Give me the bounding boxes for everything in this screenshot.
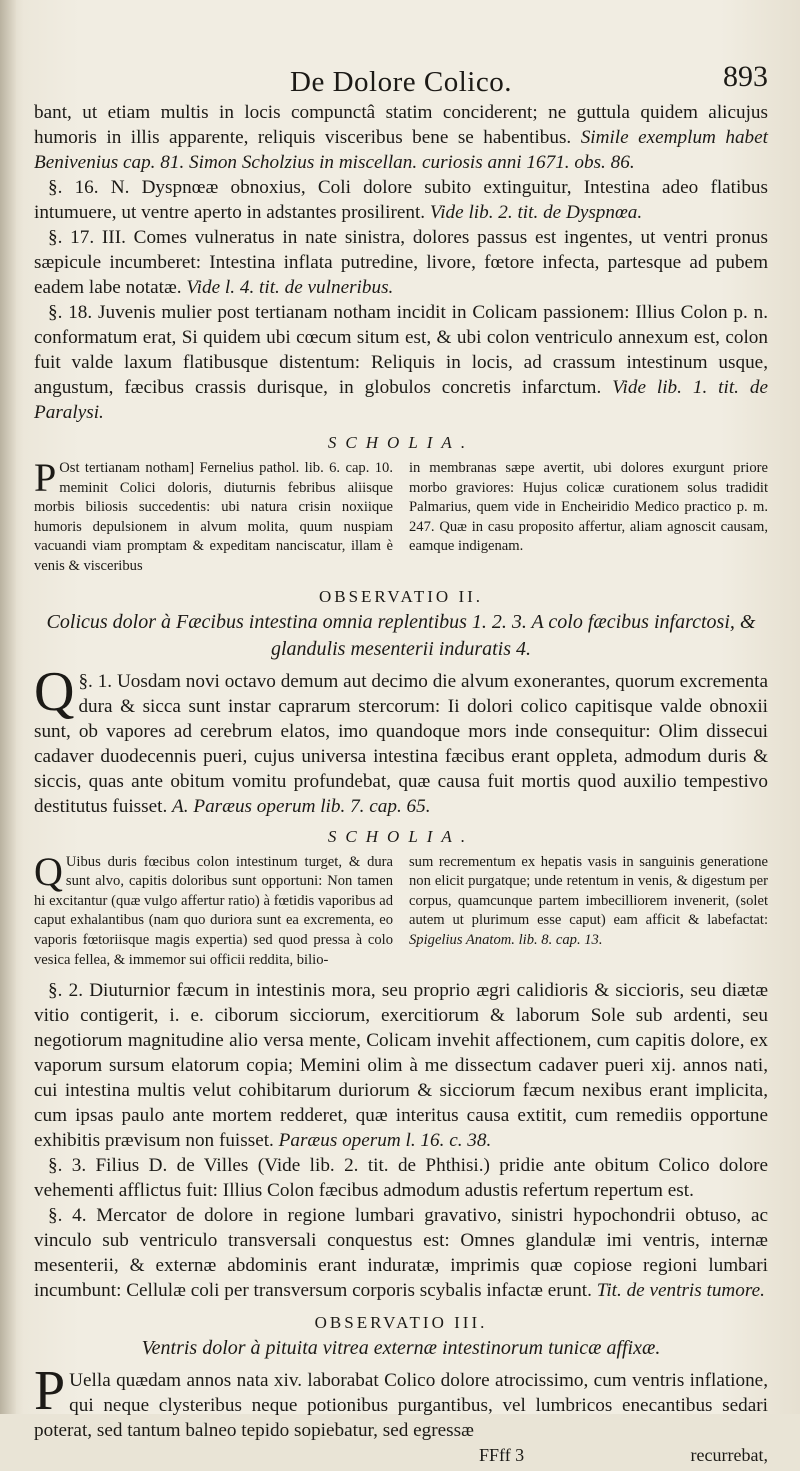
running-title: De Dolore Colico.: [290, 66, 512, 98]
page-footer: [34, 1445, 768, 1471]
scholia-left-column: P Ost tertianam notham] Fernelius pathol. lib. 6. cap. 10. meminit Colici doloris, diuturnis febribus aliisque morbis biliosis succedentis: ubi natura crisin noxiique humoris depulsionem in alvum molita, quum nuspiam vacuandi viam promptam & expeditam nanciscatur, illam è venis & visceribus: [34, 455, 393, 574]
page-number: 893: [723, 60, 768, 93]
drop-capital: Q: [34, 660, 75, 723]
observation-heading: OBSERVATIO II.: [318, 586, 484, 606]
scholia-left-column: Q Uibus duris fœcibus colon intestinum turget, & dura sunt alvo, capitis doloribus sunt opportuni: Non tamen hi excitantur (quæ vulgo affertur ratio) à fœtidis vaporibus ad caput exhalantibus (nam quo duriora sunt ea excrementa, eo vaporis fœtoriisque magis expertia) sed quod pressa à colo vesica fellea, & immemor sui officii reddita, bilio-: [34, 848, 393, 968]
scholia-right-column: in membranas sæpe avertit, ubi dolores exurgunt priore morbo graviores: Hujus colicæ curationem solus tradidit Palmarius, quem vide in Encheiridio Medico practico p. m. 247. Quæ in casu proposito affertur, aliam agnoscit causam, eamque indigenam.: [409, 460, 768, 555]
observation-2-text: [34, 660, 769, 819]
observation-2-more: [34, 978, 768, 1303]
citation: Spigelius Anatom. lib. 8. cap. 13.: [409, 931, 603, 948]
observation-heading: OBSERVATIO III.: [314, 1313, 488, 1333]
running-header: [34, 60, 768, 100]
citation: Vide l. 4. tit. de vulneribus.: [186, 277, 394, 298]
paragraph-1: P Uella quædam annos nata xiv. laborabat Colico dolore atrocissimo, cum ventris inflatione, qui neque clysteribus neque potionibus purgantibus, vel lumbricos enecantibus sedari poterat, sed tantum balneo tepido sopiebatur, sed egressæ: [34, 1360, 768, 1442]
scholia-columns: [34, 848, 768, 971]
observation-subtitle: Colicus dolor à Fæcibus intestina omnia replentibus 1. 2. 3. A colo fæcibus infarctosi, & glandulis mesenterii induratis 4.: [46, 610, 756, 660]
paragraph-18: §. 18. Juvenis mulier post tertianam notham incidit in Colicam passionem: Illius Colon p. n. conformatum erat, Si quidem ubi cœcum situm est, & ubi colon ventriculo annexum est, colon fuit valde laxum flatibusque distentum: Reliquis in locis, ad crassum intestinum usque, angustum, fæcibus crassis durisque, in globulos concretis infarctum. Vide lib. 1. tit. de Paralysi.: [34, 302, 769, 423]
drop-capital: P: [34, 1360, 66, 1423]
citation: Paræus operum l. 16. c. 38.: [278, 1130, 492, 1152]
page-content: [34, 60, 768, 1471]
scholia-right-column: sum recrementum ex hepatis vasis in sanguinis generatione non elicit purgatque; unde retentum in venis, & digestum per corpus, quamcunque partem imbecilliorem invenerit, (solet autem ut plurimum esse caput) eam afficit & labefactat: Spigelius Anatom. lib. 8. cap. 13.: [409, 853, 768, 948]
citation: Simile exemplum habet Benivenius cap. 81. Simon Scholzius in miscellan. curiosis anni 1671. obs. 86.: [34, 127, 768, 173]
binding-gutter: [0, 0, 16, 1414]
citation: Tit. de ventris tumore.: [596, 1280, 765, 1302]
opening-paragraphs: [34, 100, 768, 425]
paragraph-3: §. 3. Filius D. de Villes (Vide lib. 2. tit. de Phthisi.) pridie ante obitum Colico dolore vehementi afflictus fuit: Illius Colon fæcibus admodum adustis refertum repertum est.: [34, 1155, 768, 1202]
paragraph-17: §. 17. III. Comes vulneratus in nate sinistra, dolores passus est ingentes, ut ventri pronus sæpicule incumberet: Intestina inflata putredine, livore, fœtore infecta, partesque ad pubem eadem labe notatæ. Vide l. 4. tit. de vulneribus.: [34, 227, 768, 298]
observation-subtitle: Ventris dolor à pituita vitrea externæ intestinorum tunicæ affixæ.: [141, 1337, 661, 1360]
paragraph-continuation: bant, ut etiam multis in locis compunctâ statim conciderent; ne guttula quidem alicujus humoris in illis apparente, reliquis visceribus bene se habentibus. Simile exemplum habet Benivenius cap. 81. Simon Scholzius in miscellan. curiosis anni 1671. obs. 86.: [34, 102, 768, 173]
scholia-heading: SCHOLIA.: [327, 826, 475, 846]
section-number: §. 1.: [78, 670, 113, 692]
drop-capital: Q: [34, 848, 63, 894]
paragraph-1: §. 1. Q Uosdam novi octavo demum aut decimo die alvum exonerantes, quorum excrementa dura & sicca sunt instar caprarum stercorum: Ii dolori colico capitisque valde obnoxii sunt, ob vapores ad cerebrum elatos, imo quandoque mors inde consequitur: Olim dissecui cadaver duodecennis pueri, cujus universa intestina fæcibus erant oppleta, admodum duris & siccis, quas ante obitum vomitu profundebat, quæ causa fuit mortis quod auxilio tempestivo destitutus fuisset. A. Paræus operum lib. 7. cap. 65.: [34, 660, 769, 817]
observation-3-text: [34, 1360, 768, 1443]
scholia-columns: [34, 455, 768, 577]
catchword: recurrebat,: [690, 1445, 768, 1466]
citation: Vide lib. 2. tit. de Dyspnœa.: [429, 202, 643, 223]
paragraph-4: §. 4. Mercator de dolore in regione lumbari gravativo, sinistri hypochondrii obtuso, ac vinculo sub ventriculo transversali conquestus est: Omnes glandulæ imi ventris, internæ mesenterii, & externæ abdominis erant induratæ, imprimis quæ copiose regioni lumbari incumbunt: Cellulæ coli per transversum corporis scybalis infactæ erunt. Tit. de ventris tumore.: [34, 1205, 768, 1302]
scholia-heading: SCHOLIA.: [327, 433, 475, 452]
paragraph-2: §. 2. Diuturnior fæcum in intestinis mora, seu proprio ægri calidioris & siccioris, seu diætæ vitio contigerit, i. e. ciborum sicciorum, exercitiorum & laborum Sole sub ardenti, seu negotiorum magnitudine alio versa mente, Colicam invehit affectionem, cum capitis dolore, ex vaporum sursum elatorum copia; Memini olim à me dissectum cadaver pueri xij. annos nati, cui intestina multis velut cohibitarum duriorum & sicciorum fæcum nexibus erant implicita, cum ipsas paulo ante mortem redderet, quæ interitus causa extitit, cum remediis opportune exhibitis prævisum non fuisset. Paræus operum l. 16. c. 38.: [34, 980, 768, 1152]
paragraph-16: §. 16. N. Dyspnœæ obnoxius, Coli dolore subito extinguitur, Intestina adeo flatibus intumuere, ut ventre aperto in adstantes prosilirent. Vide lib. 2. tit. de Dyspnœa.: [34, 177, 768, 223]
citation: A. Paræus operum lib. 7. cap. 65.: [172, 795, 431, 817]
drop-capital: P: [34, 455, 57, 500]
citation: Vide lib. 1. tit. de Paralysi.: [34, 377, 769, 423]
signature-mark: FFff 3: [479, 1445, 525, 1466]
